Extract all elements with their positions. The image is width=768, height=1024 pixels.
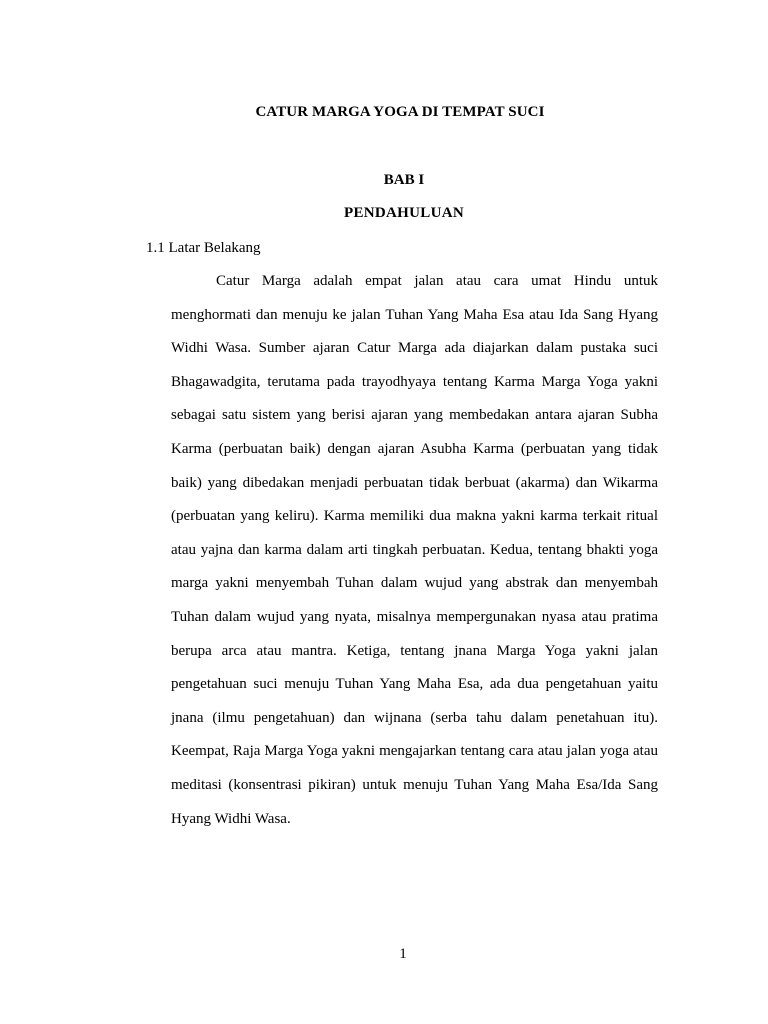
chapter-label: BAB I [383,172,425,188]
page-number: 1 [399,946,407,962]
chapter-title: PENDAHULUAN [344,205,464,221]
document-title: CATUR MARGA YOGA DI TEMPAT SUCI [255,104,545,120]
section-heading: 1.1 Latar Belakang [146,240,261,256]
body-paragraph: Catur Marga adalah empat jalan atau cara umat Hindu untuk menghormati dan menuju ke jalan Tuhan Yang Maha Esa atau Ida Sang Hyang Widhi Wasa. Sumber ajaran Catur Marga ada diajarkan dalam pustaka suci Bhagawadgita, terutama pada trayodhyaya tentang Karma Marga Yoga yakni sebagai satu sistem yang berisi ajaran yang membedakan antara ajaran Subha Karma (perbuatan baik) dengan ajaran Asubha Karma (perbuatan yang tidak baik) yang dibedakan menjadi perbuatan tidak berbuat (akarma) dan Wikarma (perbuatan yang keliru). Karma memiliki dua makna yakni karma terkait ritual atau yajna dan karma dalam arti tingkah perbuatan. Kedua, tentang bhakti yoga marga yakni menyembah Tuhan dalam wujud yang abstrak dan menyembah Tuhan dalam wujud yang nyata, misalnya mempergunakan nyasa atau pratima berupa arca atau mantra. Ketiga, tentang jnana Marga Yoga yakni jalan pengetahuan suci menuju Tuhan Yang Maha Esa, ada dua pengetahuan yaitu jnana (ilmu pengetahuan) dan wijnana (serba tahu dalam penetahuan itu). Keempat, Raja Marga Yoga yakni mengajarkan tentang cara atau jalan yoga atau meditasi (konsentrasi pikiran) untuk menuju Tuhan Yang Maha Esa/Ida Sang Hyang Widhi Wasa. [171,273,658,827]
